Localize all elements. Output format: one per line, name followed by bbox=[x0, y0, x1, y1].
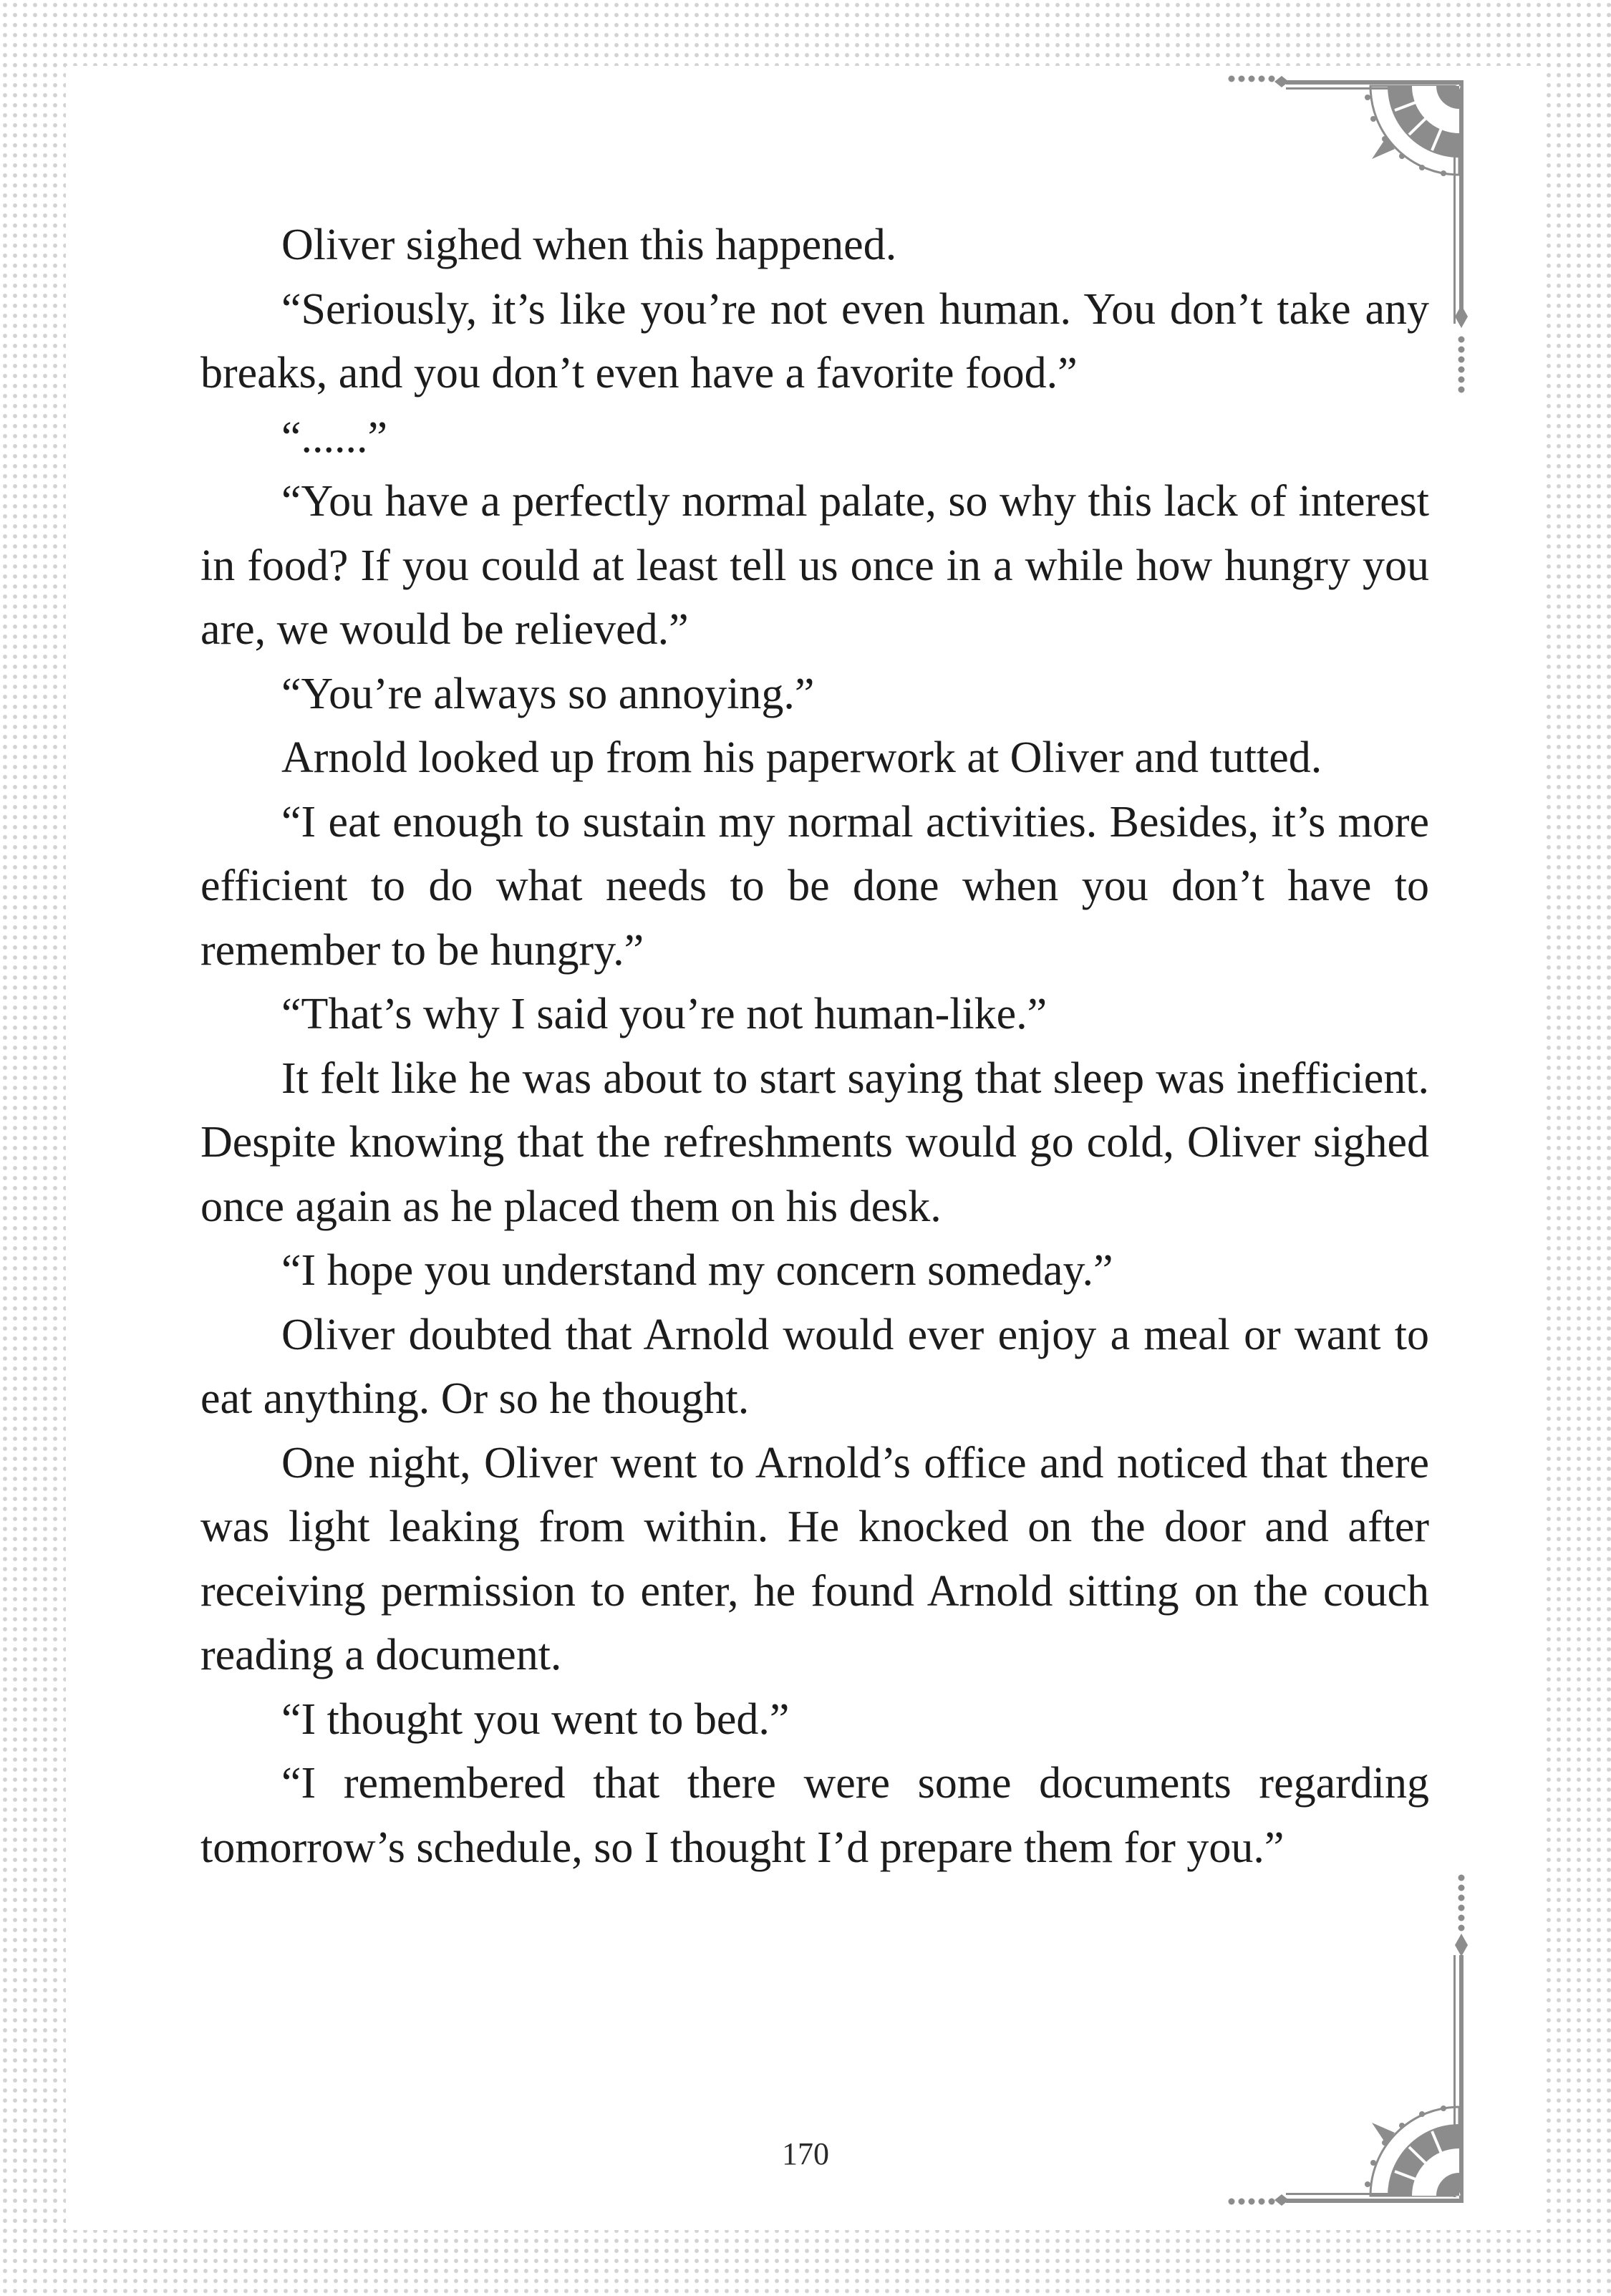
paragraph: “I thought you went to bed.” bbox=[281, 1694, 790, 1744]
paragraph: Oliver sighed when this happened. bbox=[281, 221, 897, 269]
paragraph: “You have a perfectly normal palate, so why this lack of interest in food? If you could at least tell us once in a while how hungry you are, we would be relieved.” bbox=[200, 477, 1429, 654]
paragraph: “......” bbox=[281, 413, 388, 462]
paragraph: “You’re always so annoying.” bbox=[281, 669, 815, 718]
paragraph: Arnold looked up from his paperwork at Oliver and tutted. bbox=[281, 733, 1322, 782]
bottom-right-corner-ornament bbox=[1217, 1869, 1532, 2227]
paragraph: It felt like he was about to start saying that sleep was inefficient. Despite knowing that the refreshments would go cold, Oliver sighed once again as he placed them on his desk. bbox=[200, 1053, 1429, 1231]
paragraph: “That’s why I said you’re not human-like.” bbox=[281, 990, 1048, 1038]
paragraph: “I remembered that there were some documents regarding tomorrow’s schedule, so I thought I’d prepare them for you.” bbox=[200, 1759, 1429, 1872]
paragraph: “I hope you understand my concern someday.” bbox=[281, 1246, 1113, 1295]
paragraph: Oliver doubted that Arnold would ever enjoy a meal or want to eat anything. Or so he thought. bbox=[200, 1310, 1429, 1423]
paragraph: “Seriously, it’s like you’re not even human. You don’t take any breaks, and you don’t even have a favorite food.” bbox=[200, 284, 1429, 397]
page-number: 170 bbox=[782, 2136, 829, 2171]
paragraph: “I eat enough to sustain my normal activities. Besides, it’s more efficient to do what needs to be done when you don’t have to remember to be hungry.” bbox=[200, 797, 1429, 975]
body-text bbox=[200, 213, 1429, 1880]
paragraph: One night, Oliver went to Arnold’s office and noticed that there was light leaking from within. He knocked on the door and after receiving permission to enter, he found Arnold sitting on the couch reading a document. bbox=[200, 1438, 1429, 1679]
